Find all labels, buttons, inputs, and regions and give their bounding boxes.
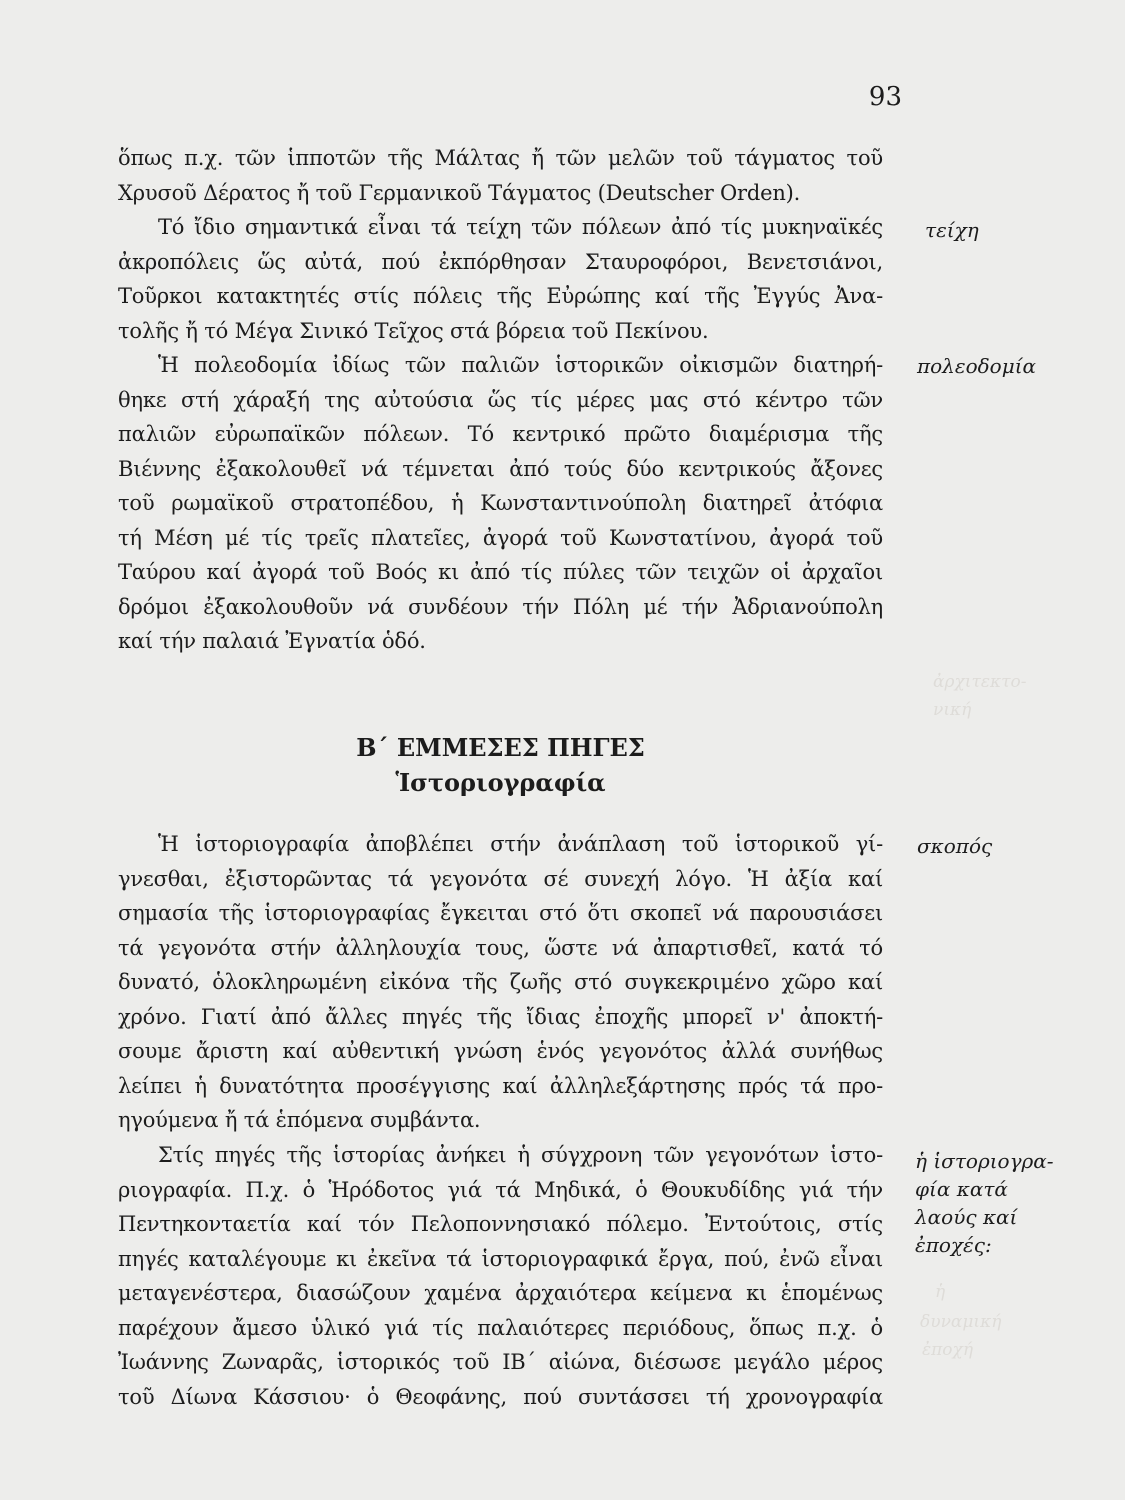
paragraph-continuation xyxy=(118,141,883,210)
text-line: Πεντηκονταετία καί τόν Πελοποννησιακό πόλεμο. Ἐντούτοις, στίς xyxy=(118,1212,883,1236)
text-line: μεταγενέστερα, διασώζουν χαμένα ἀρχαιότερα κείμενα κι ἑπομένως xyxy=(118,1281,883,1305)
margin-note-historiography xyxy=(915,1147,1095,1259)
paragraph-urban-planning xyxy=(118,348,883,659)
text-line: λείπει ἡ δυνατότητα προσέγγισης καί ἀλληλεξάρτησης πρός τά προ- xyxy=(118,1073,883,1098)
paragraph-walls xyxy=(118,210,883,348)
text-line: καί τήν παλαιά Ἐγνατία ὁδό. xyxy=(118,629,426,653)
margin-note-urban-planning: πολεοδομία xyxy=(917,354,1037,378)
text-line: δρόμοι ἐξακολουθοῦν νά συνδέουν τήν Πόλη μέ τήν Ἀδριανούπολη xyxy=(118,594,883,619)
margin-note-line: ἡ ἱστοριογρα- xyxy=(915,1149,1054,1173)
page-number: 93 xyxy=(868,82,902,112)
text-line: ὅπως π.χ. τῶν ἱπποτῶν τῆς Μάλτας ἤ τῶν μελῶν τοῦ τάγματος τοῦ xyxy=(118,146,883,170)
margin-note-purpose: σκοπός xyxy=(917,834,993,858)
text-line: ηγούμενα ἤ τά ἑπόμενα συμβάντα. xyxy=(118,1108,481,1132)
paragraph-historiography xyxy=(118,827,883,1138)
text-line: πηγές καταλέγουμε κι ἐκεῖνα τά ἱστοριογραφικά ἔργα, πού, ἐνῶ εἶναι xyxy=(118,1246,883,1271)
text-line: ριογραφία. Π.χ. ὁ Ἡρόδοτος γιά τά Μηδικά, ὁ Θουκυδίδης γιά τήν xyxy=(118,1177,883,1202)
text-line: Στίς πηγές τῆς ἱστορίας ἀνήκει ἡ σύγχρονη τῶν γεγονότων ἱστο- xyxy=(158,1143,883,1167)
text-line: παρέχουν ἄμεσο ὑλικό γιά τίς παλαιότερες περιόδους, ὅπως π.χ. ὁ xyxy=(118,1315,883,1340)
text-line: Χρυσοῦ Δέρατος ἤ τοῦ Γερμανικοῦ Τάγματος (Deutscher Orden). xyxy=(118,180,801,205)
text-line: Τοῦρκοι κατακτητές στίς πόλεις τῆς Εὐρώπης καί τῆς Ἐγγύς Ἀνα- xyxy=(118,284,883,308)
margin-note-line: λαούς καί xyxy=(915,1205,1018,1229)
bleed-through-note: ἀρχιτεκτο- xyxy=(933,672,1027,692)
text-line: τά γεγονότα στήν ἀλληλουχία τους, ὥστε νά ἀπαρτισθεῖ, κατά τό xyxy=(118,935,883,960)
text-line: Ἡ πολεοδομία ἰδίως τῶν παλιῶν ἱστορικῶν οἰκισμῶν διατηρή- xyxy=(158,353,883,377)
bleed-through-note: δυναμική xyxy=(920,1312,1002,1332)
text-line: δυνατό, ὁλοκληρωμένη εἰκόνα τῆς ζωῆς στό συγκεκριμένο χῶρο καί xyxy=(118,970,883,994)
text-line: τολῆς ἤ τό Μέγα Σινικό Τεῖχος στά βόρεια τοῦ Πεκίνου. xyxy=(118,318,709,343)
section-subheading: Ἱστοριογραφία xyxy=(395,768,606,797)
text-line: Ταύρου καί ἀγορά τοῦ Βοός κι ἀπό τίς πύλες τῶν τειχῶν οἱ ἀρχαῖοι xyxy=(118,560,883,584)
text-line: παλιῶν εὐρωπαϊκῶν πόλεων. Τό κεντρικό πρῶτο διαμέρισμα τῆς xyxy=(118,422,883,446)
text-line: τή Μέση μέ τίς τρεῖς πλατεῖες, ἀγορά τοῦ Κωνστατίνου, ἀγορά τοῦ xyxy=(118,525,883,550)
text-line: ἀκροπόλεις ὥς αὐτά, πού ἐκπόρθησαν Σταυροφόροι, Βενετσιάνοι, xyxy=(118,249,883,274)
bleed-through-note: νική xyxy=(933,700,972,720)
bleed-through-note: ἡ xyxy=(935,1282,946,1302)
text-line: τοῦ ρωμαϊκοῦ στρατοπέδου, ἡ Κωνσταντινούπολη διατηρεῖ ἀτόφια xyxy=(118,491,883,515)
text-line: Ἰωάννης Ζωναρᾶς, ἱστορικός τοῦ ΙΒ΄ αἰώνα, διέσωσε μεγάλο μέρος xyxy=(118,1350,883,1374)
text-line: σημασία τῆς ἱστοριογραφίας ἔγκειται στό ὅτι σκοπεῖ νά παρουσιάσει xyxy=(118,901,883,925)
margin-note-walls: τείχη xyxy=(925,218,979,242)
text-line: Βιέννης ἐξακολουθεῖ νά τέμνεται ἀπό τούς δύο κεντρικούς ἄξονες xyxy=(118,456,883,481)
margin-note-line: φία κατά xyxy=(915,1177,1008,1201)
text-line: σουμε ἄριστη καί αὐθεντική γνώση ἑνός γεγονότος ἀλλά συνήθως xyxy=(118,1039,883,1063)
text-line: γνεσθαι, ἐξιστορῶντας τά γεγονότα σέ συνεχή λόγο. Ἡ ἀξία καί xyxy=(118,866,883,891)
text-line: χρόνο. Γιατί ἀπό ἄλλες πηγές τῆς ἴδιας ἐποχῆς μπορεῖ ν' ἀποκτή- xyxy=(118,1004,883,1029)
text-line: Τό ἴδιο σημαντικά εἶναι τά τείχη τῶν πόλεων ἀπό τίς μυκηναϊκές xyxy=(158,215,883,239)
text-line: Ἡ ἱστοριογραφία ἀποβλέπει στήν ἀνάπλαση τοῦ ἱστορικοῦ γί- xyxy=(158,832,883,856)
margin-note-line: ἐποχές: xyxy=(915,1233,992,1257)
bleed-through-note: ἐποχή xyxy=(922,1340,974,1360)
paragraph-sources xyxy=(118,1138,883,1414)
section-heading: Β΄ ΕΜΜΕΣΕΣ ΠΗΓΕΣ xyxy=(356,733,645,762)
text-line: θηκε στή χάραξή της αὐτούσια ὥς τίς μέρες μας στό κέντρο τῶν xyxy=(118,387,883,412)
text-line: τοῦ Δίωνα Κάσσιου· ὁ Θεοφάνης, πού συντάσσει τή χρονογραφία xyxy=(118,1384,883,1409)
